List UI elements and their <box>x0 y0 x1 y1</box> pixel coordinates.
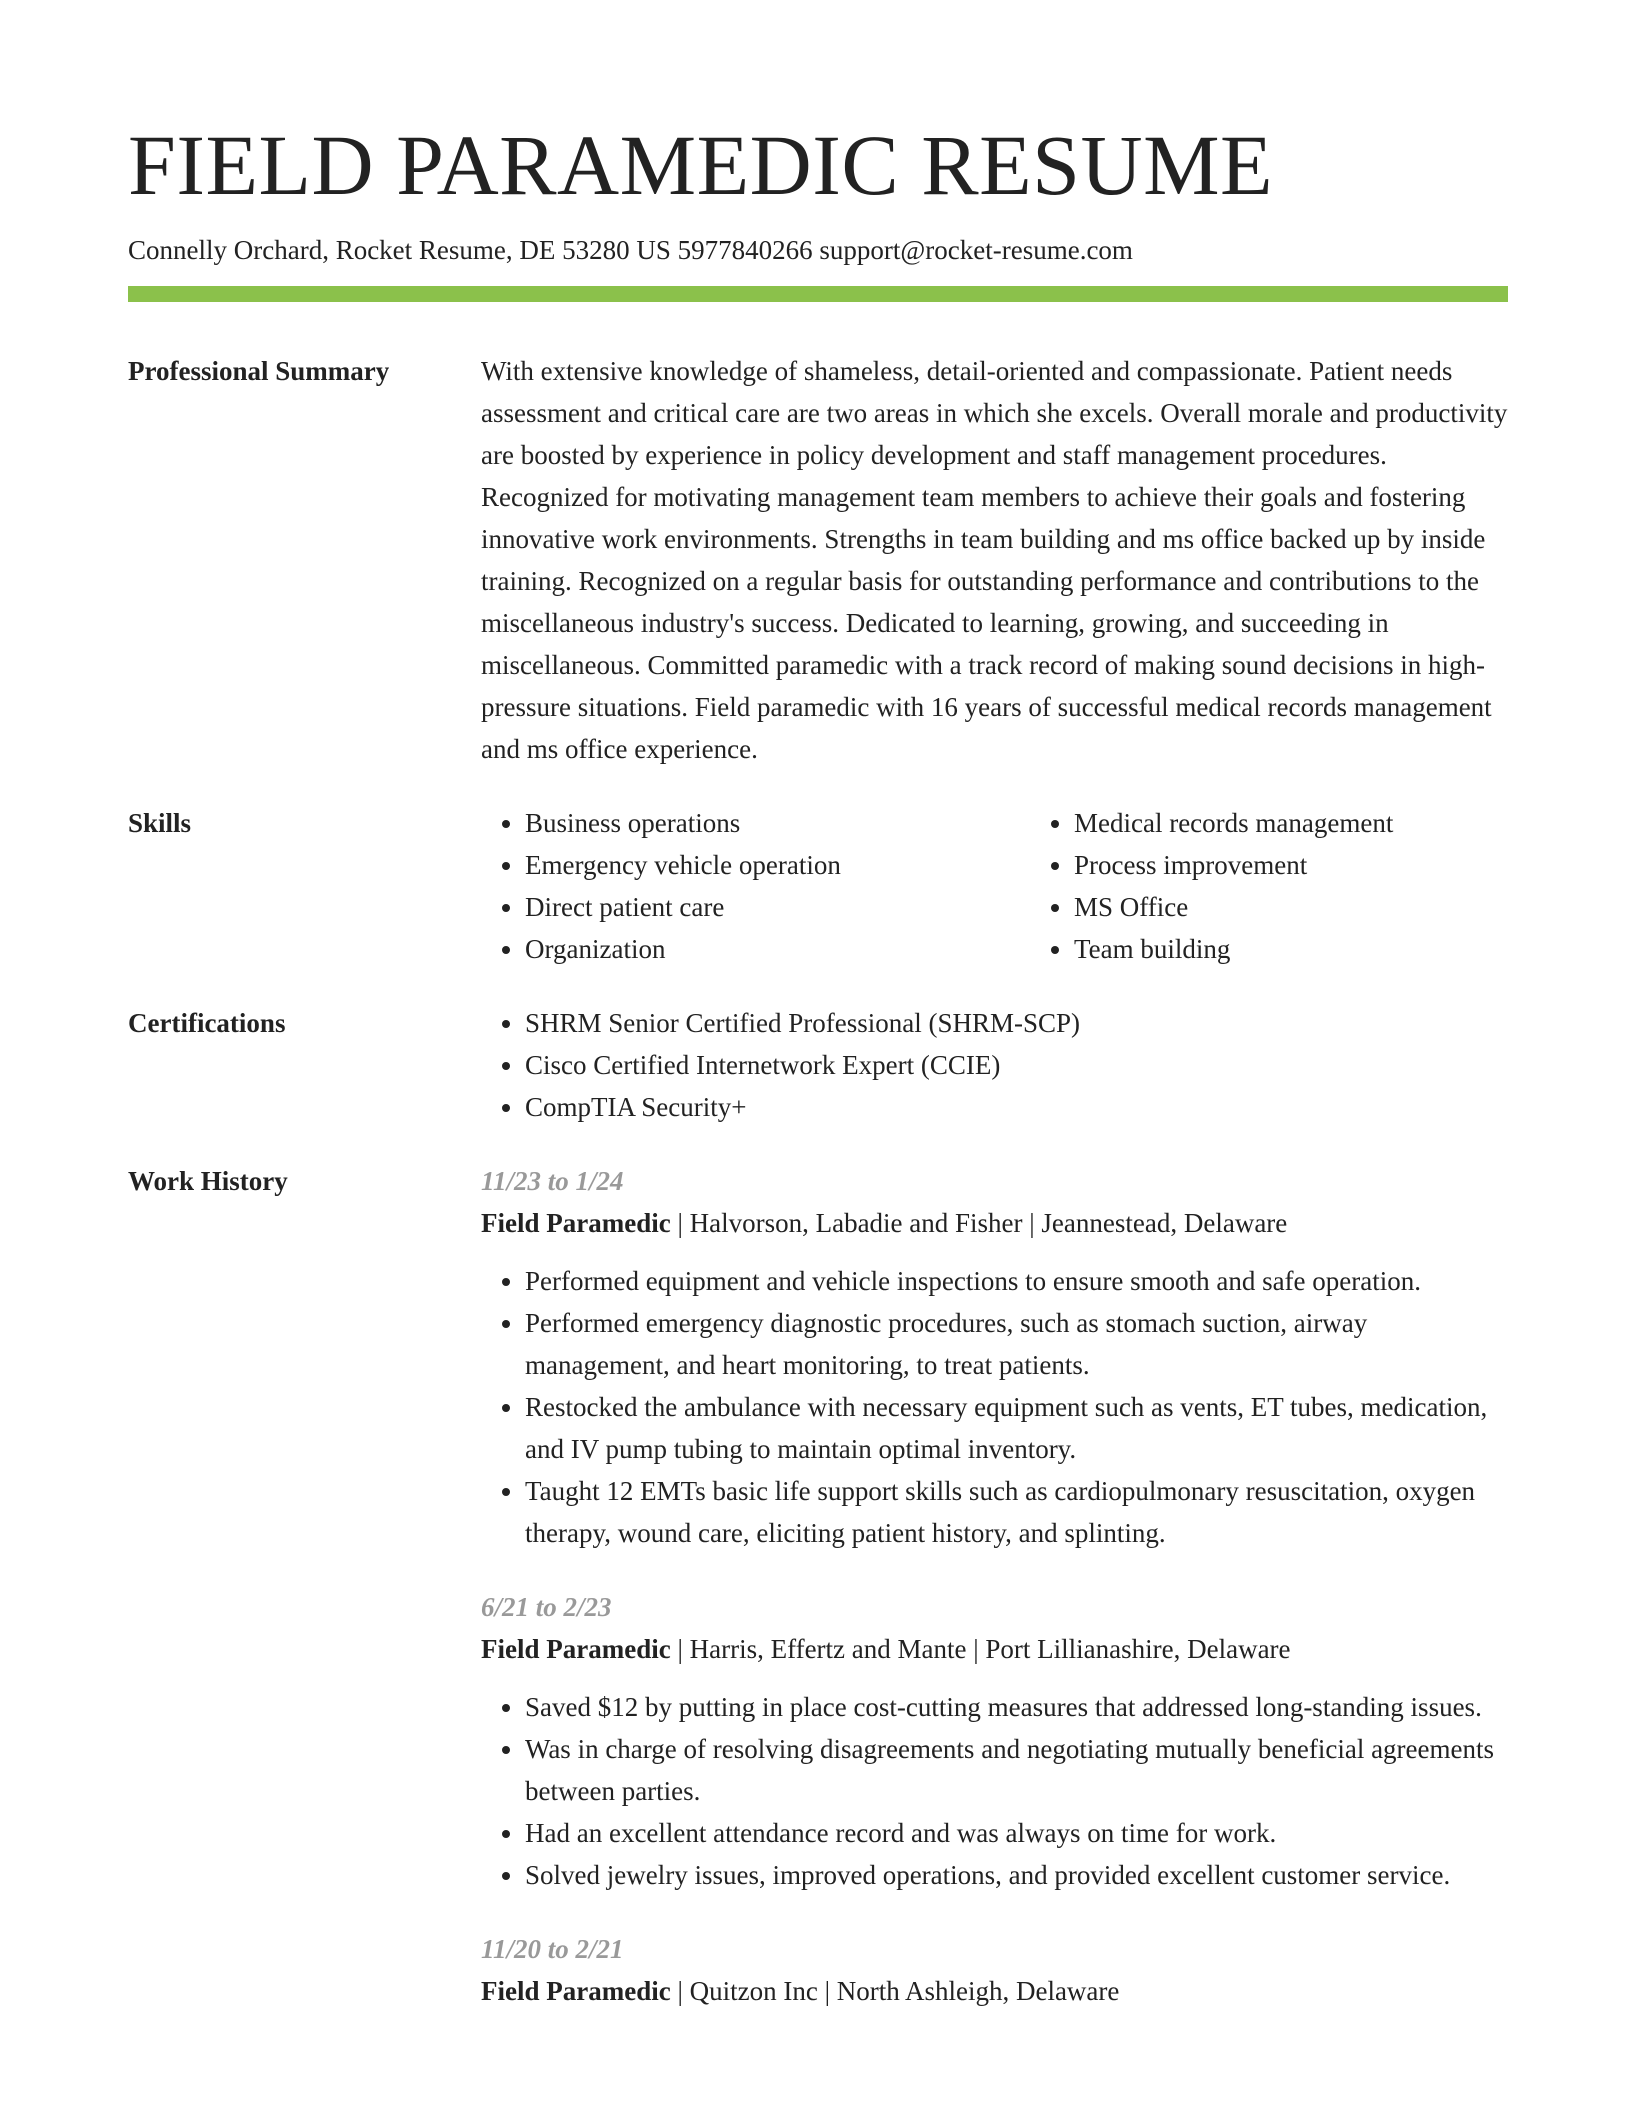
job-duty: • Performed emergency diagnostic procedures, such as stomach suction, airway management, and heart monitoring, to treat patients. <box>525 1302 1508 1386</box>
skills-section <box>128 802 1508 970</box>
job-title: Field Paramedic <box>481 1634 671 1664</box>
section-label-skills: Skills <box>128 808 192 838</box>
skill-item: • Process improvement <box>1074 844 1579 886</box>
contact-line: Connelly Orchard, Rocket Resume, DE 53280 US 5977840266 support@rocket-resume.com <box>128 235 1133 265</box>
certification-item: • Cisco Certified Internetwork Expert (CCIE) <box>525 1044 1508 1086</box>
job-employer-location: | Quitzon Inc | North Ashleigh, Delaware <box>670 1976 1120 2006</box>
job-employer-location: | Harris, Effertz and Mante | Port Lillianashire, Delaware <box>670 1634 1291 1664</box>
resume-title: FIELD PARAMEDIC RESUME <box>128 117 1274 213</box>
job-duty: • Had an excellent attendance record and was always on time for work. <box>525 1812 1508 1854</box>
job-dates: 11/20 to 2/21 <box>481 1934 624 1964</box>
certification-item: • CompTIA Security+ <box>525 1086 1508 1128</box>
job-duties-list <box>481 1260 1508 1554</box>
job-duties-list <box>481 1686 1508 1896</box>
header-divider <box>128 286 1508 302</box>
job-heading <box>481 1970 1508 2012</box>
job-title: Field Paramedic <box>481 1976 671 2006</box>
skill-item: • Emergency vehicle operation <box>525 844 1030 886</box>
job-duty: • Performed equipment and vehicle inspections to ensure smooth and safe operation. <box>525 1260 1508 1302</box>
skill-item: • Team building <box>1074 928 1579 970</box>
skill-item: • Business operations <box>525 802 1030 844</box>
work-history-section <box>128 1160 1508 2044</box>
section-label-work-history: Work History <box>128 1166 288 1196</box>
section-label-certifications: Certifications <box>128 1008 286 1038</box>
job-duty: • Saved $12 by putting in place cost-cutting measures that addressed long-standing issues. <box>525 1686 1508 1728</box>
summary-text: With extensive knowledge of shameless, detail-oriented and compassionate. Patient needs assessment and critical care are two areas in which she excels. Overall morale and productivity are boosted by experience in policy development and staff management procedures. Recognized for motivating management team members to achieve their goals and fostering innovative work environments. Strengths in team building and ms office backed up by inside training. Recognized on a regular basis for outstanding performance and contributions to the miscellaneous industry's success. Dedicated to learning, growing, and succeeding in miscellaneous. Committed paramedic with a track record of making sound decisions in high-pressure situations. Field paramedic with 16 years of successful medical records management and ms office experience. <box>481 356 1508 764</box>
job-duty: • Was in charge of resolving disagreements and negotiating mutually beneficial agreements between parties. <box>525 1728 1508 1812</box>
job-duty: • Solved jewelry issues, improved operations, and provided excellent customer service. <box>525 1854 1508 1896</box>
job-duty: • Restocked the ambulance with necessary equipment such as vents, ET tubes, medication, and IV pump tubing to maintain optimal inventory. <box>525 1386 1508 1470</box>
job-dates: 6/21 to 2/23 <box>481 1592 612 1622</box>
job-heading <box>481 1202 1508 1244</box>
skill-item: • Direct patient care <box>525 886 1030 928</box>
skills-list-left <box>481 802 1030 970</box>
skill-item: • Medical records management <box>1074 802 1579 844</box>
certifications-section <box>128 1002 1508 1128</box>
summary-section <box>128 350 1508 770</box>
resume-content <box>128 350 1508 2076</box>
job-entry <box>481 1586 1508 1896</box>
job-title: Field Paramedic <box>481 1208 671 1238</box>
job-entry <box>481 1160 1508 1554</box>
certifications-list <box>481 1002 1508 1128</box>
job-duty: • Taught 12 EMTs basic life support skills such as cardiopulmonary resuscitation, oxygen therapy, wound care, eliciting patient history, and splinting. <box>525 1470 1508 1554</box>
skill-item: • MS Office <box>1074 886 1579 928</box>
certification-item: • SHRM Senior Certified Professional (SHRM-SCP) <box>525 1002 1508 1044</box>
job-employer-location: | Halvorson, Labadie and Fisher | Jeannestead, Delaware <box>670 1208 1288 1238</box>
section-label-summary: Professional Summary <box>128 356 390 386</box>
skill-item: • Organization <box>525 928 1030 970</box>
job-entry <box>481 1928 1508 2012</box>
job-dates: 11/23 to 1/24 <box>481 1166 624 1196</box>
skills-list-right <box>1030 802 1579 970</box>
job-heading <box>481 1628 1508 1670</box>
